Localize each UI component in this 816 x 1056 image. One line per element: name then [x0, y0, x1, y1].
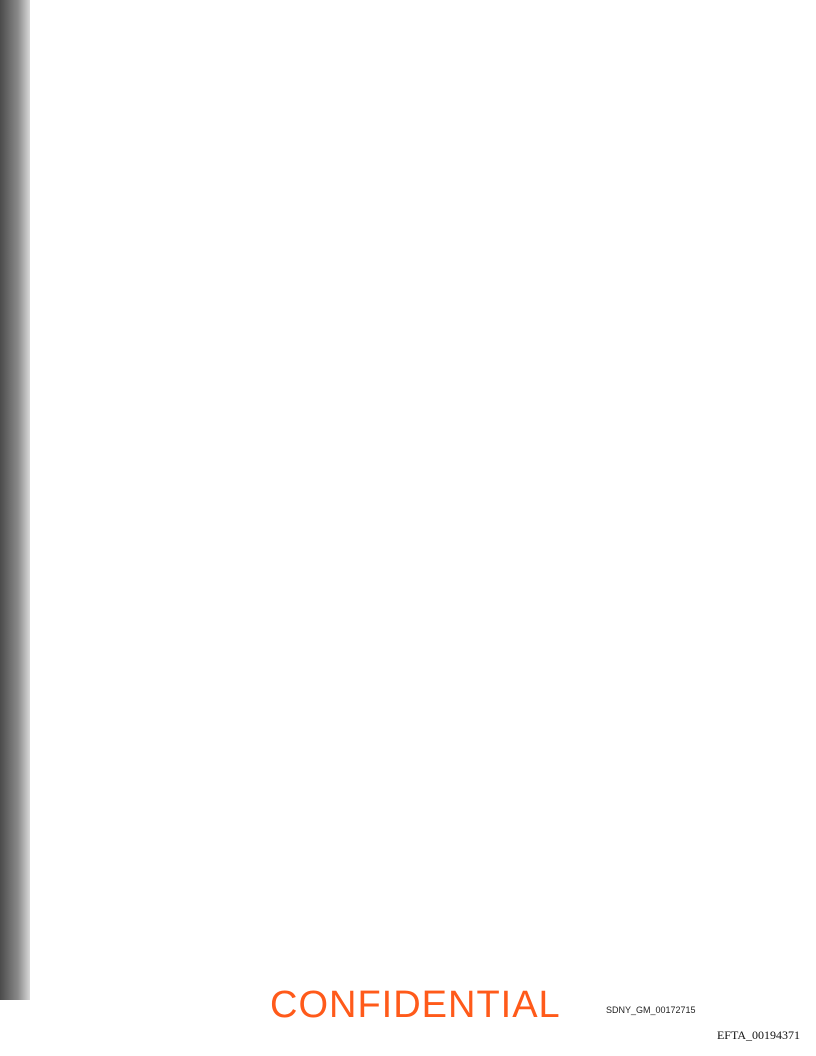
spiral-binding: [0, 0, 78, 1056]
efta-number: EFTA_00194371: [716, 1028, 800, 1042]
binding-shadow: [0, 0, 30, 1000]
confidential-stamp: CONFIDENTIAL: [270, 984, 561, 1026]
bates-number: SDNY_GM_00172715: [606, 1005, 696, 1015]
